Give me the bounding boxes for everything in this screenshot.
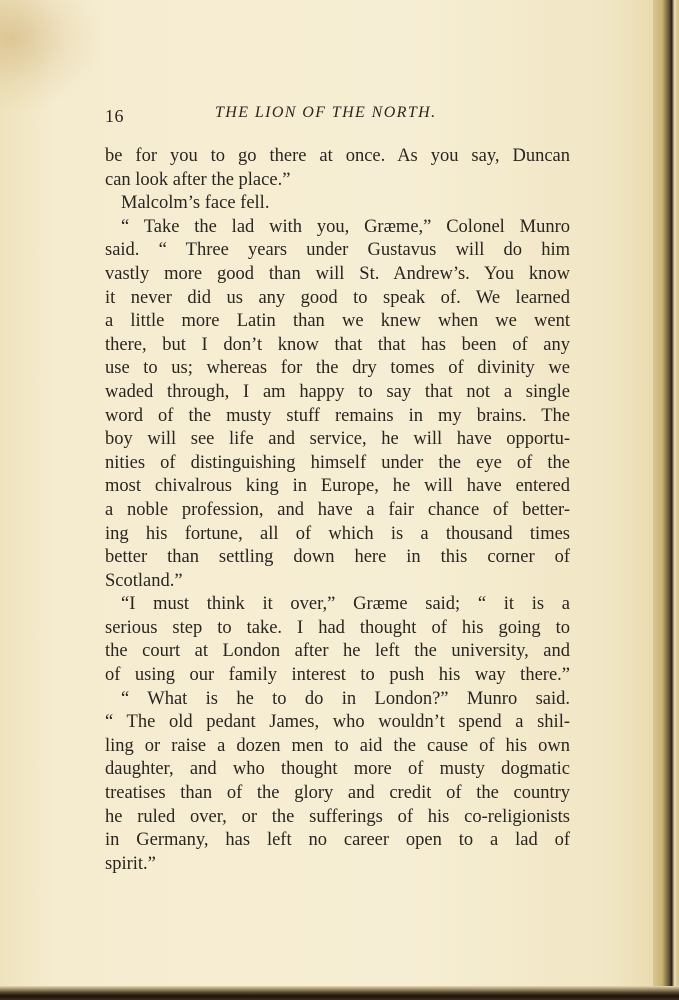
text-line: “I must think it over,” Græme said; “ it is a [121, 594, 570, 615]
text-line: use to us; whereas for the dry tomes of divinity we [105, 358, 570, 379]
text-line: in Germany, has left no career open to a lad of [105, 830, 570, 851]
text-line: daughter, and who thought more of musty dogmatic [105, 759, 570, 780]
page-number: 16 [105, 106, 124, 126]
text-line: nities of distinguishing himself under the eye of the [105, 452, 570, 473]
body-text [105, 145, 570, 876]
text-line: the court at London after he left the university, and [105, 641, 570, 662]
text-line: be for you to go there at once. As you say, Duncan [105, 146, 570, 166]
text-line: ling or raise a dozen men to aid the cause of his own [105, 735, 570, 756]
paper-stain [0, 0, 100, 110]
text-line: there, but I don’t know that that has been of any [105, 334, 570, 355]
text-line: treatises than of the glory and credit of the country [105, 783, 570, 804]
text-line: word of the musty stuff remains in my brains. The [105, 405, 570, 426]
text-line: waded through, I am happy to say that not a single [105, 381, 570, 402]
book-edge-right [653, 0, 679, 1000]
running-head: THE LION OF THE NORTH. [215, 104, 437, 121]
text-line: ing his fortune, all of which is a thousand times [105, 523, 570, 544]
page-header [105, 100, 575, 130]
text-line: “ What is he to do in London?” Munro said. [121, 688, 570, 709]
text-line: better than settling down here in this corner of [105, 547, 570, 568]
text-line: a little more Latin than we knew when we went [105, 311, 570, 332]
text-line: Malcolm’s face fell. [121, 193, 270, 214]
text-line: serious step to take. I had thought of his going to [105, 617, 570, 638]
text-line: boy will see life and service, he will have opportu- [105, 429, 570, 450]
text-line: most chivalrous king in Europe, he will have entered [105, 476, 570, 497]
text-line: “ Take the lad with you, Græme,” Colonel Munro [121, 216, 570, 237]
text-line: a noble profession, and have a fair chance of better- [105, 499, 570, 520]
text-line: it never did us any good to speak of. We learned [105, 287, 570, 308]
text-line: vastly more good than will St. Andrew’s. You know [105, 263, 570, 284]
text-line: of using our family interest to push his way there.” [105, 665, 570, 686]
text-line: “ The old pedant James, who wouldn’t spend a shil- [105, 712, 570, 733]
text-line: Scotland.” [105, 570, 183, 591]
book-edge-bottom [0, 986, 679, 1000]
text-line: can look after the place.” [105, 169, 291, 190]
text-line: said. “ Three years under Gustavus will do him [105, 240, 570, 261]
text-line: spirit.” [105, 853, 156, 874]
text-line: he ruled over, or the sufferings of his co-religionists [105, 806, 570, 827]
